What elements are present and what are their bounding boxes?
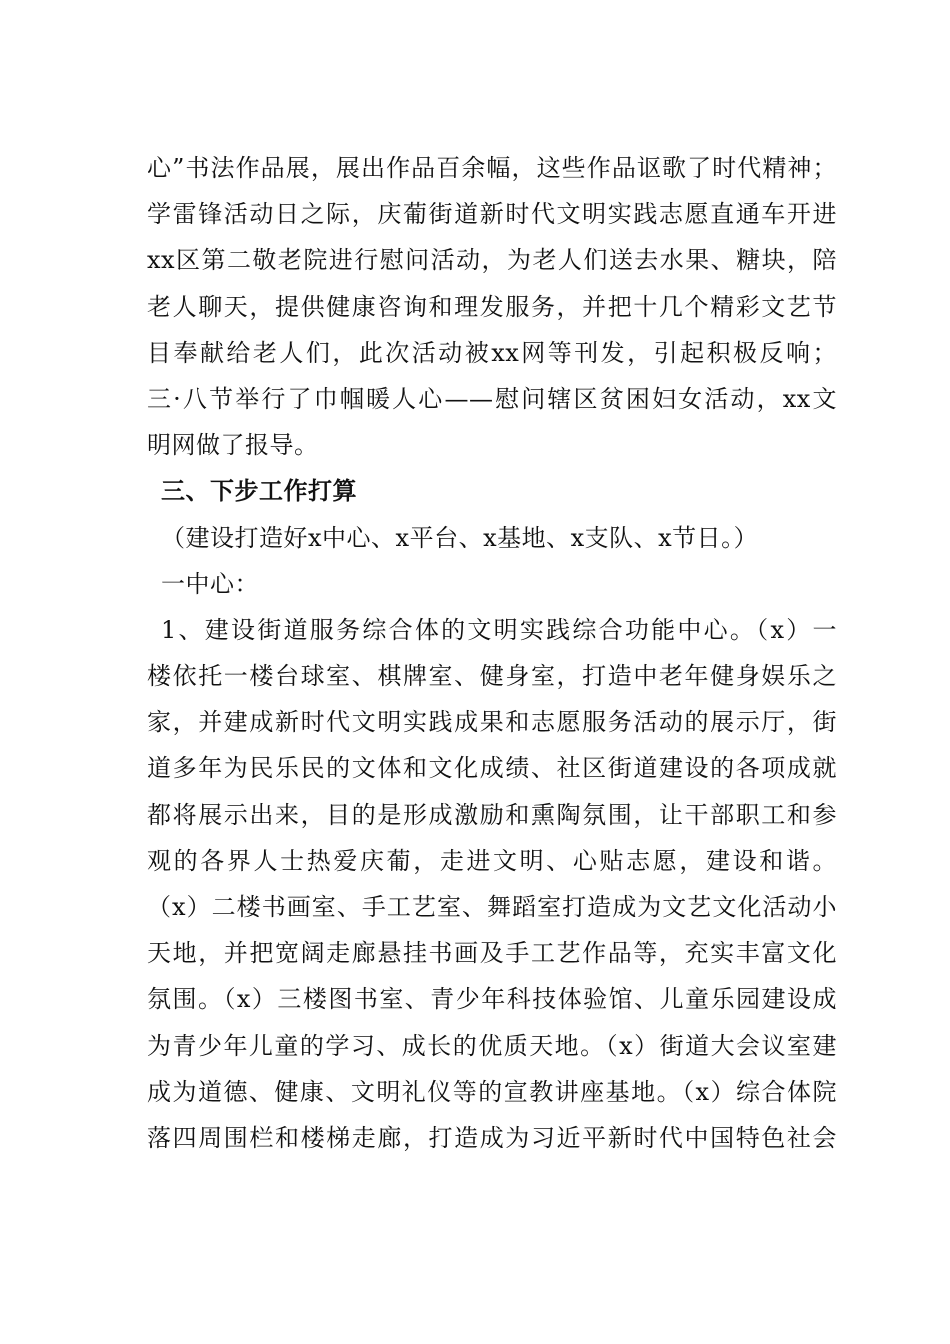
paragraph-line: 楼依托一楼台球室、棋牌室、健身室，打造中老年健身娱乐之 bbox=[147, 662, 837, 691]
paragraph-line: 三·八节举行了巾帼暖人心——慰问辖区贫困妇女活动，xx文 bbox=[147, 384, 837, 413]
paragraph-line: 老人聊天，提供健康咨询和理发服务，并把十几个精彩文艺节 bbox=[147, 292, 837, 321]
paragraph-line: 一中心： bbox=[161, 569, 259, 598]
paragraph-line: 氛围。（x）三楼图书室、青少年科技体验馆、儿童乐园建设成 bbox=[147, 985, 837, 1014]
body-text bbox=[147, 145, 837, 1161]
paragraph-line: 学雷锋活动日之际，庆葡街道新时代文明实践志愿直通车开进 bbox=[147, 200, 837, 229]
paragraph-line: 道多年为民乐民的文体和文化成绩、社区街道建设的各项成就 bbox=[147, 754, 837, 783]
paragraph-line: 1、建设街道服务综合体的文明实践综合功能中心。（x）一 bbox=[161, 615, 837, 644]
section-heading: 三、下步工作打算 bbox=[161, 477, 357, 506]
paragraph-line: 心”书法作品展，展出作品百余幅，这些作品讴歌了时代精神； bbox=[147, 154, 837, 182]
paragraph-line: （x）二楼书画室、手工艺室、舞蹈室打造成为文艺文化活动小 bbox=[147, 893, 837, 921]
paragraph-line: 明网做了报导。 bbox=[147, 431, 319, 460]
paragraph-line: （建设打造好x中心、x平台、x基地、x支队、x节日。） bbox=[161, 523, 759, 552]
paragraph-line: 落四周围栏和楼梯走廊，打造成为习近平新时代中国特色社会 bbox=[147, 1123, 837, 1152]
paragraph-line: 都将展示出来，目的是形成激励和熏陶氛围，让干部职工和参 bbox=[147, 800, 837, 829]
paragraph-line: 观的各界人士热爱庆葡，走进文明、心贴志愿，建设和谐。 bbox=[147, 846, 837, 875]
paragraph-line: 成为道德、健康、文明礼仪等的宣教讲座基地。（x）综合体院 bbox=[147, 1077, 837, 1106]
paragraph-line: 家，并建成新时代文明实践成果和志愿服务活动的展示厅，街 bbox=[147, 708, 837, 737]
paragraph-line: 天地，并把宽阔走廊悬挂书画及手工艺作品等，充实丰富文化 bbox=[147, 939, 837, 968]
paragraph-line: 目奉献给老人们，此次活动被xx网等刊发，引起积极反响； bbox=[147, 338, 837, 367]
paragraph-line: xx区第二敬老院进行慰问活动，为老人们送去水果、糖块，陪 bbox=[147, 246, 837, 275]
paragraph-line: 为青少年儿童的学习、成长的优质天地。（x）街道大会议室建 bbox=[147, 1031, 837, 1060]
